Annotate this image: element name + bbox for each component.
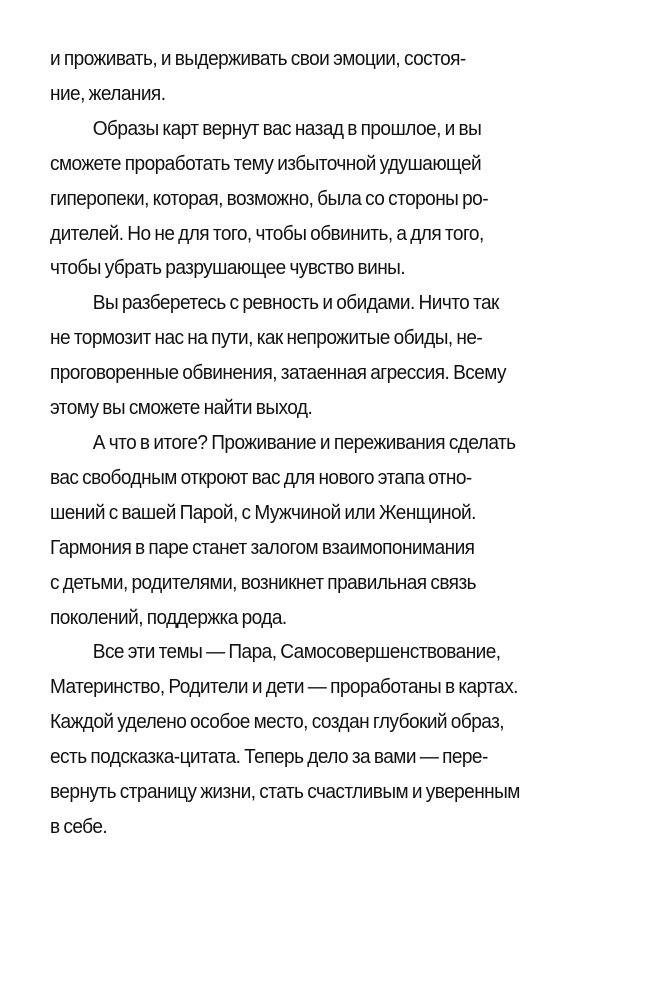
book-page-text <box>50 42 548 845</box>
text-line: этому вы сможете найти выход. <box>50 396 313 420</box>
text-line: поколений, поддержка рода. <box>50 605 287 629</box>
paragraph-5 <box>50 635 548 844</box>
text-line: есть подсказка-цитата. Теперь дело за вами — пере- <box>50 745 488 769</box>
text-line: Вы разберетесь с ревность и обидами. Ничто так <box>92 291 499 315</box>
text-line: в себе. <box>50 814 108 838</box>
text-line: и проживать, и выдерживать свои эмоции, состоя- <box>50 47 466 70</box>
text-line: Образы карт вернут вас назад в прошлое, и вы <box>92 116 482 140</box>
text-line: проговоренные обвинения, затаенная агрессия. Всему <box>50 361 506 385</box>
text-line: с детьми, родителями, возникнет правильная связь <box>50 570 477 594</box>
paragraph-4 <box>50 426 548 635</box>
text-line: шений с вашей Парой, с Мужчиной или Женщиной. <box>50 500 476 524</box>
text-line: сможете проработать тему избыточной удушающей <box>50 151 482 175</box>
text-line: А что в итоге? Проживание и переживания сделать <box>92 430 516 454</box>
paragraph-2 <box>50 112 548 287</box>
text-line: Материнство, Родители и дети — проработаны в картах. <box>50 675 518 699</box>
text-line: вернуть страницу жизни, стать счастливым и уверенным <box>50 780 520 804</box>
paragraph-3 <box>50 286 548 426</box>
text-line: Все эти темы — Пара, Самосовершенствование, <box>92 640 501 664</box>
text-line: чтобы убрать разрушающее чувство вины. <box>50 256 406 280</box>
text-line: Гармония в паре станет залогом взаимопонимания <box>50 535 475 559</box>
text-line: ние, желания. <box>50 81 166 105</box>
text-line: дителей. Но не для того, чтобы обвинить, а для того, <box>50 221 484 245</box>
paragraph-1 <box>50 42 548 112</box>
text-line: гиперопеки, которая, возможно, была со стороны ро- <box>50 186 489 210</box>
text-line: не тормозит нас на пути, как непрожитые обиды, не- <box>50 326 483 350</box>
text-line: вас свободным откроют вас для нового этапа отно- <box>50 465 472 489</box>
text-line: Каждой уделено особое место, создан глубокий образ, <box>50 710 505 734</box>
